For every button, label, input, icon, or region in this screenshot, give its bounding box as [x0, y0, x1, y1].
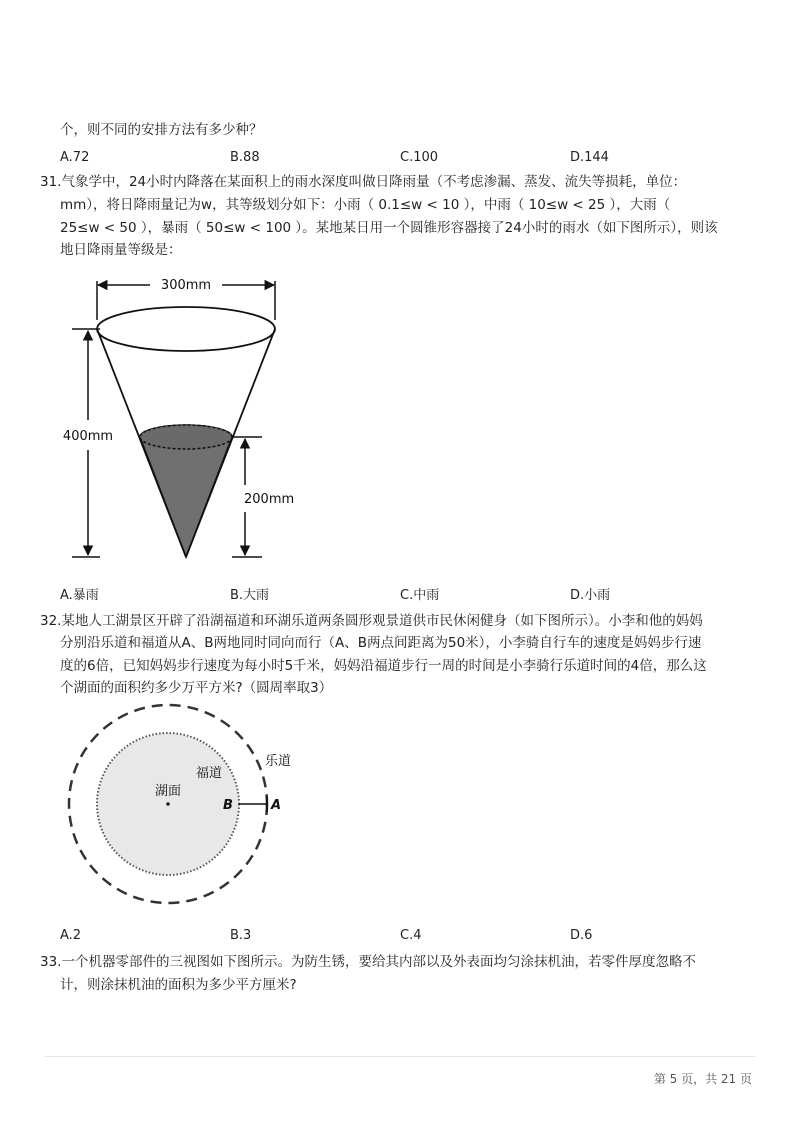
q30-option-a: A.72 [60, 150, 90, 165]
water-surface [140, 425, 232, 449]
cone-rim [97, 307, 275, 351]
q33-line-2: 计，则涂抹机油的面积为多少平方厘米? [60, 977, 297, 993]
q31-line-2: mm），将日降雨量记为w，其等级划分如下：小雨（ 0.1≤w < 10 ），中雨（ 10≤w < 25 ），大雨（ [60, 197, 671, 213]
q31-line-3: 25≤w < 50 ），暴雨（ 50≤w < 100 ）。某地某日用一个圆锥形容器接了24小时的雨水（如下图所示），则该 [60, 220, 718, 236]
q31-option-c: C.中雨 [400, 588, 440, 603]
lake-figure [60, 700, 310, 915]
outer-path-label: 乐道 [264, 754, 292, 769]
q32-option-c: C.4 [400, 928, 422, 943]
q30-text: 个，则不同的安排方法有多少种？ [60, 122, 263, 138]
inner-path-label: 福道 [195, 766, 223, 781]
q33-line-1: 33.一个机器零部件的三视图如下图所示。为防生锈，要给其内部以及外表面均匀涂抹机油，若零件厚度忽略不 [40, 954, 696, 970]
page-number: 第 5 页，共 21 页 [653, 1072, 752, 1086]
water-depth-label: 200mm [244, 492, 295, 507]
q32-line-1: 32.某地人工湖景区开辟了沿湖福道和环湖乐道两条圆形观景道供市民休闲健身（如下图所示）。小李和他的妈妈 [40, 613, 703, 629]
point-b-label: B [223, 798, 233, 813]
top-diameter-label: 300mm [160, 278, 212, 293]
q30-option-c: C.100 [400, 150, 439, 165]
q31-line-4: 地日降雨量等级是： [60, 242, 182, 258]
footer-divider [45, 1056, 755, 1057]
q32-line-4: 个湖面的面积约多少万平方米?（圆周率取3） [60, 680, 333, 696]
q30-option-d: D.144 [570, 150, 609, 165]
q30-option-b: B.88 [230, 150, 260, 165]
q31-option-a: A.暴雨 [60, 588, 99, 603]
cone-figure [55, 268, 305, 568]
q32-line-3: 度的6倍，已知妈妈步行速度为每小时5千米，妈妈沿福道步行一周的时间是小李骑行乐道时间的4倍，那么这 [60, 658, 707, 674]
lake-center-dot [166, 802, 170, 806]
point-a-label: A [270, 798, 282, 813]
center-label: 湖面 [154, 784, 182, 799]
q31-option-b: B.大雨 [230, 588, 270, 603]
q32-option-a: A.2 [60, 928, 82, 943]
q32-line-2: 分别沿乐道和福道从A、B两地同时同向而行（A、B两点间距离为50米），小李骑自行车的速度是妈妈步行速 [60, 635, 702, 651]
height-label: 400mm [62, 429, 114, 444]
q31-line-1: 31.气象学中，24小时内降落在某面积上的雨水深度叫做日降雨量（不考虑渗漏、蒸发、流失等损耗，单位： [40, 174, 687, 190]
q32-option-b: B.3 [230, 928, 252, 943]
q31-option-d: D.小雨 [570, 588, 611, 603]
q32-option-d: D.6 [570, 928, 593, 943]
